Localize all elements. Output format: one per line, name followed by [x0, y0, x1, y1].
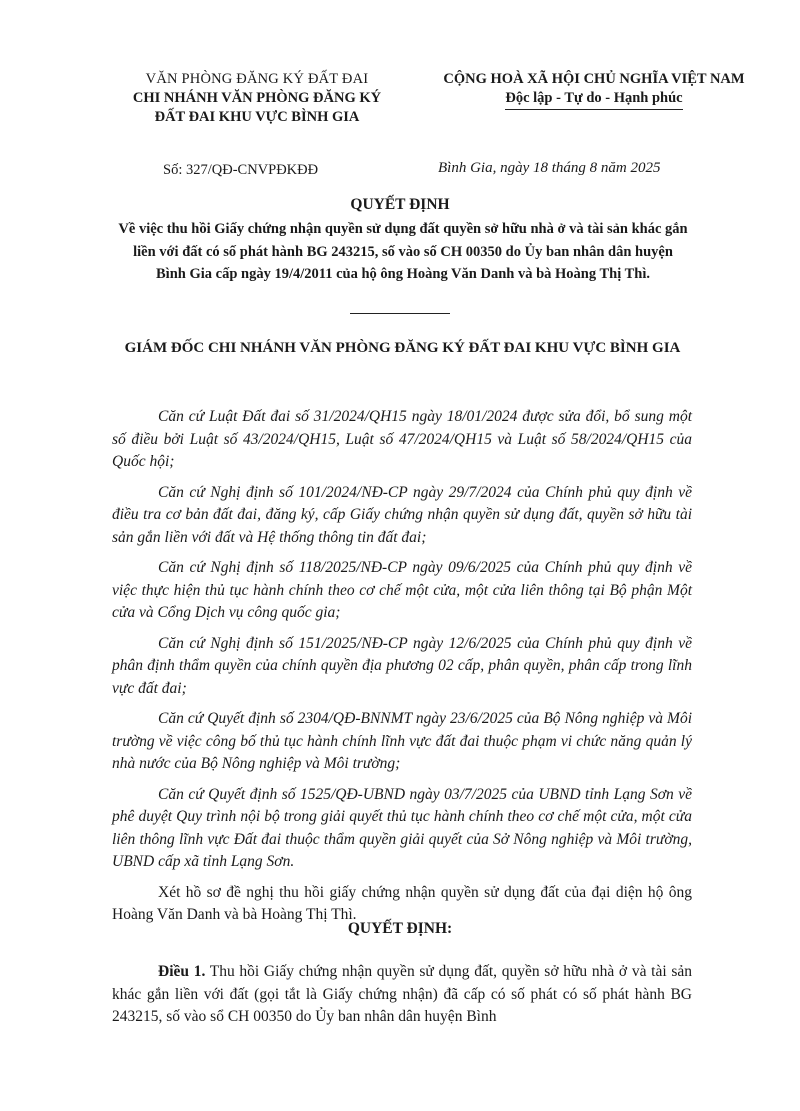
agency-line-3: ĐẤT ĐAI KHU VỰC BÌNH GIA	[154, 109, 360, 125]
issuing-agency-block	[112, 70, 402, 127]
document-title: QUYẾT ĐỊNH	[350, 196, 450, 213]
consideration-paragraph: Xét hồ sơ đề nghị thu hồi giấy chứng nhận quyền sử dụng đất của đại diện hộ ông Hoàng Văn Danh và bà Hoàng Thị Thì.	[112, 883, 692, 923]
national-motto: Độc lập - Tự do - Hạnh phúc	[505, 89, 682, 110]
article-1	[112, 961, 692, 1029]
agency-line-1: VĂN PHÒNG ĐĂNG KÝ ĐẤT ĐAI	[145, 71, 369, 87]
document-date: Bình Gia, ngày 18 tháng 8 năm 2025	[438, 160, 661, 176]
document-number: Số: 327/QĐ-CNVPĐKĐĐ	[163, 162, 319, 178]
ground-item: Căn cứ Nghị định số 118/2025/NĐ-CP ngày 09/6/2025 của Chính phủ quy định về việc thực hiện thủ tục hành chính theo cơ chế một cửa, một cửa liên thông tại Bộ phận Một cửa và Cổng Dịch vụ công quốc gia;	[112, 559, 692, 621]
ground-item: Căn cứ Nghị định số 151/2025/NĐ-CP ngày 12/6/2025 của Chính phủ quy định về phân định thẩm quyền của chính quyền địa phương 02 cấp, phân quyền, phân cấp trong lĩnh vực đất đai;	[112, 634, 692, 697]
document-subject: Về việc thu hồi Giấy chứng nhận quyền sử dụng đất quyền sở hữu nhà ở và tài sản khác gắn liền với đất có số phát hành BG 243215, số vào số CH 00350 do Ủy ban nhân dân huyện Bình Gia cấp ngày 19/4/2011 của hộ ông Hoàng Văn Danh và bà Hoàng Thị Thì.	[118, 221, 688, 282]
issuing-authority: GIÁM ĐỐC CHI NHÁNH VĂN PHÒNG ĐĂNG KÝ ĐẤT ĐAI KHU VỰC BÌNH GIA	[124, 340, 681, 356]
article-1-label: Điều 1.	[158, 963, 206, 980]
agency-line-2: CHI NHÁNH VĂN PHÒNG ĐĂNG KÝ	[132, 90, 382, 106]
national-heading-block	[404, 70, 784, 110]
subject-divider	[350, 313, 450, 314]
ground-item: Căn cứ Luật Đất đai số 31/2024/QH15 ngày 18/01/2024 được sửa đổi, bổ sung một số điều bởi Luật số 43/2024/QH15, Luật số 47/2024/QH15 và Luật số 58/2024/QH15 của Quốc hội;	[112, 408, 692, 470]
ground-item: Căn cứ Quyết định số 2304/QĐ-BNNMT ngày 23/6/2025 của Bộ Nông nghiệp và Môi trường về việc công bố thủ tục hành chính lĩnh vực đất đai thuộc phạm vi chức năng quản lý nhà nước của Bộ Nông nghiệp và Môi trường;	[112, 710, 692, 772]
ground-item: Căn cứ Nghị định số 101/2024/NĐ-CP ngày 29/7/2024 của Chính phủ quy định về điều tra cơ bản đất đai, đăng ký, cấp Giấy chứng nhận quyền sử dụng đất, quyền sở hữu tài sản gắn liền với đất và Hệ thống thông tin đất đai;	[112, 483, 692, 546]
article-1-text: Thu hồi Giấy chứng nhận quyền sử dụng đất, quyền sở hữu nhà ở và tài sản khác gắn liền với đất (gọi tắt là Giấy chứng nhận) đã cấp có số phát có số phát hành BG 243215, số vào sổ CH 00350 do Ủy ban nhân dân huyện Bình	[112, 963, 692, 1025]
ground-item: Căn cứ Quyết định số 1525/QĐ-UBND ngày 03/7/2025 của UBND tỉnh Lạng Sơn về phê duyệt Quy trình nội bộ trong giải quyết thủ tục hành chính theo cơ chế một cửa, một cửa liên thông lĩnh vực Đất đai thuộc thẩm quyền giải quyết của Sở Nông nghiệp và Môi trường, UBND cấp xã tỉnh Lạng Sơn.	[112, 785, 692, 870]
country-name: CỘNG HOÀ XÃ HỘI CHỦ NGHĨA VIỆT NAM	[443, 71, 745, 87]
decision-heading: QUYẾT ĐỊNH:	[347, 920, 453, 937]
legal-grounds	[112, 406, 692, 935]
